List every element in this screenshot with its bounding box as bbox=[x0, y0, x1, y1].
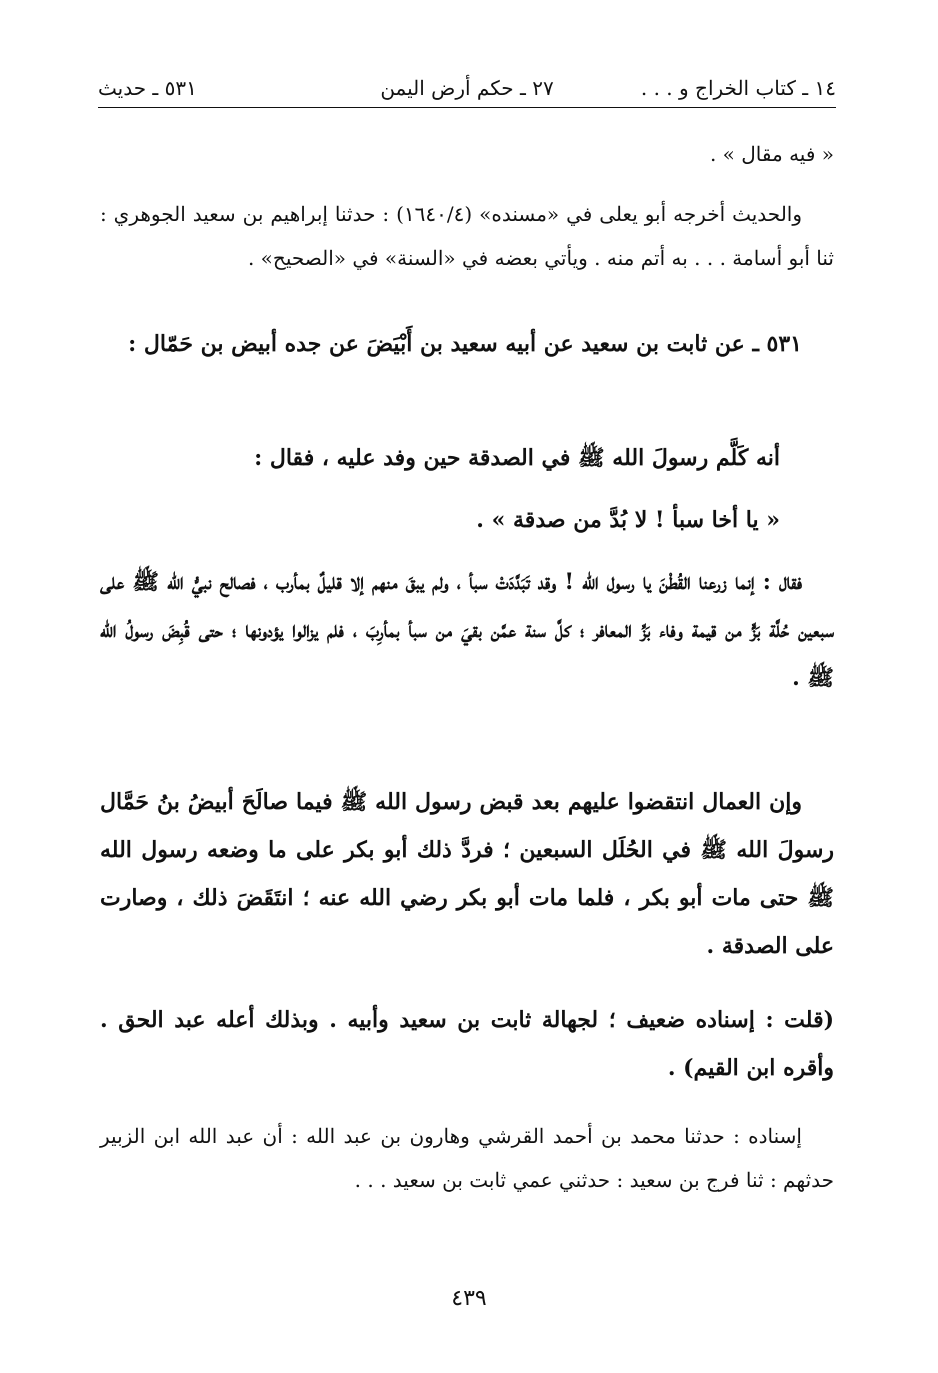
paragraph-ummal: وإن العمال انتقضوا عليهم بعد قبض رسول الله ﷺ فيما صالَحَ أبيضُ بنُ حَمَّال رسولَ الله ﷺ في الحُلَل السبعين ؛ فردَّ ذلك أبو بكر على ما وضعه رسول الله ﷺ حتى مات أبو بكر ، فلما مات أبو بكر رضي الله عنه ؛ انتَقَضَ ذلك ، وصارت على الصدقة . bbox=[100, 789, 834, 959]
hadith-number: ٥٣١ ـ bbox=[752, 331, 802, 357]
paragraph-ya-akha-saba: « يا أخا سبأ ! لا بُدَّ من صدقة » . bbox=[476, 507, 780, 533]
paragraph-qultu: (قلت : إسناده ضعيف ؛ لجهالة ثابت بن سعيد وأبيه . وبذلك أعله عبد الحق . وأقره ابن القيم) . bbox=[100, 1007, 834, 1081]
paragraph-kallama: أنه كَلَّم رسولَ الله ﷺ في الصدقة حين وفد عليه ، فقال : bbox=[254, 445, 780, 471]
page-number: ٤٣٩ bbox=[451, 1286, 487, 1311]
paragraph-takhrij: والحديث أخرجه أبو يعلى في «مسنده» (١٦٤٠/٤) : حدثنا إبراهيم بن سعيد الجوهري : ثنا أبو أسامة . . . به أتم منه . ويأتي بعضه في «السنة» في «الصحيح» . bbox=[100, 202, 834, 270]
header-divider bbox=[98, 107, 836, 108]
header-hadith-number: ٥٣١ ـ حديث bbox=[98, 76, 197, 100]
paragraph-faqal: فقال : إنما زرعنا القُطْنَ يا رسول الله ! وقد تَبَدَّدَتْ سبأ ، ولم يبقَ منهم إلا قليلٌ بمأرب ، فصالح نبيُّ الله ﷺ على سبعين حُلَّة بَزٍّ من قيمة وفاء بَزِّ المعافر ؛ كلَّ سنة عمَّن بقيَ من سبأ بمأرِبَ ، فلم يزالوا يؤدونها ؛ حتى قُبِضَ رسولُ الله ﷺ . bbox=[100, 569, 834, 691]
paragraph-isnaduhu: إسناده : حدثنا محمد بن أحمد القرشي وهارون بن عبد الله : أن عبد الله ابن الزبير حدثهم : ثنا فرج بن سعيد : حدثني عمي ثابت بن سعيد . . . bbox=[100, 1124, 834, 1192]
hadith-heading bbox=[100, 320, 834, 368]
header-section: ٢٧ ـ حكم أرض اليمن bbox=[380, 76, 554, 100]
header-chapter: ١٤ ـ كتاب الخراج و . . . bbox=[640, 76, 836, 100]
hadith-isnad: عن ثابت بن سعيد عن أبيه سعيد بن أَبْيَضَ عن جده أبيض بن حَمّال : bbox=[128, 331, 745, 357]
paragraph-fih-maqal: « فيه مقال » . bbox=[709, 142, 834, 166]
running-header bbox=[98, 72, 836, 108]
